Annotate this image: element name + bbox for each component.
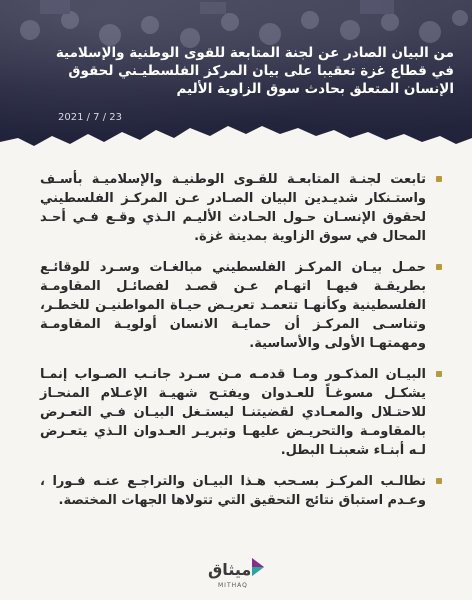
paragraph-text: نطالـب المركـز بسـحب هـذا البيـان والتراجـع عنـه فـورا ، وعـدم استباق نتائج التحقيق التي تتولاها الجهات المختصة.	[40, 474, 426, 508]
bullet-icon	[436, 371, 442, 377]
headline-line-1: من البيان الصادر عن لجنة المتابعة للقوى الوطنية والإسلامية	[55, 45, 454, 61]
mithaq-logo	[204, 554, 268, 594]
paragraph-text: حمـل بيـان المركـز الفلسطيني مبالغـات وسـرد للوقائـع بطريقـة فيهـا اتهـام عـن قصـد لفصائـل المقاومـة الفلسطينية وكأنهـا تتعمـد تعريـض حيـاة المواطنيـن للخطـر، وتناسـى المركـز أن حمايـة الانسان أولويـة المقاومـة ومهمتهـا الأولى والأساسية.	[40, 260, 426, 351]
statement-body	[40, 170, 442, 522]
publish-date: 2021 / 7 / 23	[58, 112, 122, 123]
paragraph-3	[40, 365, 442, 460]
paragraph-1	[40, 170, 442, 246]
paragraph-text: البيـان المذكـور ومـا قدمـه مـن سـرد جانـب الصـواب إنمـا يشكـل مسوغـاً للعـدوان ويفتـح شهيـة الإعـلام المنحـاز للاحتـلال والمعـادي لقضيتنـا ليستـغل البيـان فـي التعـرض بالمقاومـة والتحريـض عليهـا وتبريـر العـدوان الـذي يتعـرض لـه أبنـاء شعبنـا البطل.	[40, 367, 426, 458]
bullet-icon	[436, 478, 442, 484]
headline	[14, 44, 454, 98]
headline-line-2: في قطاع غزة تعقيبا على بيان المركز الفلسطيـني لحقوق	[68, 63, 454, 79]
paragraph-text: تابعت لجنـة المتابعـة للقـوى الوطنيـة والإسلاميـة بأسـف واستـنكار شديـدين البيان الصـادر عـن المركـز الفلسطيني لحقوق الإنسـان حـول الحـادث الأليـم الـذي وقـع فـي أحـد المحال في سوق الزاوية بمدينة غزة.	[40, 172, 426, 244]
headline-line-3: الإنسان المتعلق بحادث سوق الزاوية الأليم	[176, 81, 454, 97]
play-mark-icon	[250, 556, 266, 578]
bullet-icon	[436, 176, 442, 182]
logo-wordmark: ميثاق	[208, 560, 252, 579]
bullet-icon	[436, 264, 442, 270]
paragraph-2	[40, 258, 442, 353]
paragraph-4	[40, 472, 442, 510]
logo-subtitle: MITHAQ	[218, 582, 248, 589]
torn-paper-edge	[0, 120, 472, 170]
